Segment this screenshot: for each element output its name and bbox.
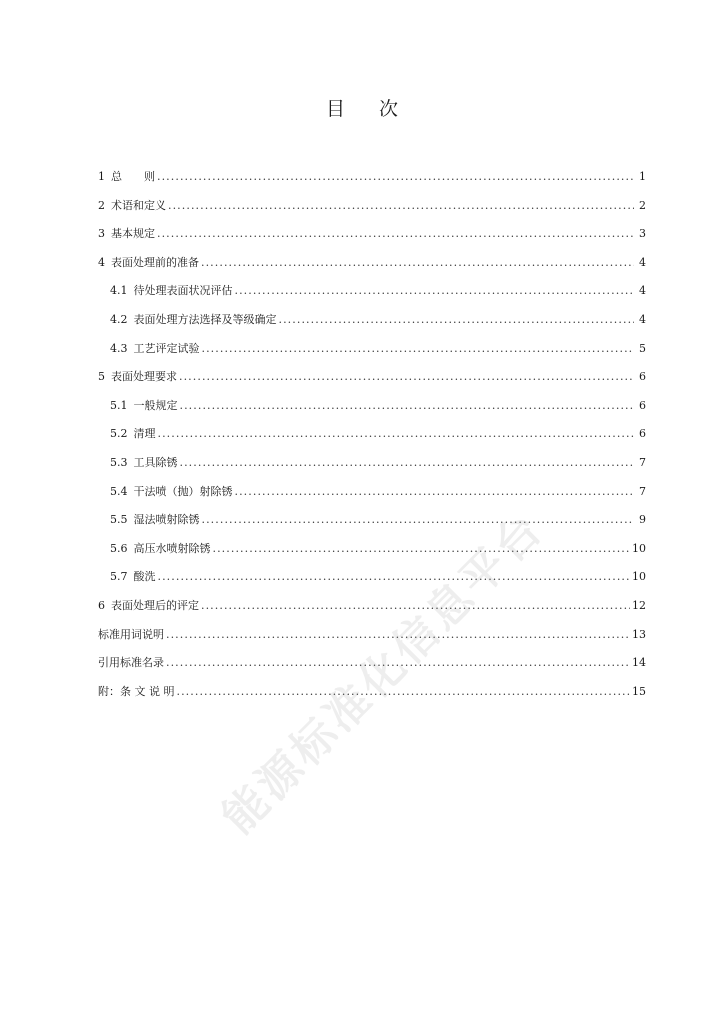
toc-entry[interactable]	[98, 481, 646, 510]
toc-entry-label: 清理	[133, 427, 156, 441]
toc-entry-number: 5.7	[110, 570, 128, 584]
toc-dot-leader	[158, 423, 635, 445]
toc-entry-page-number: 10	[632, 541, 646, 555]
page-title	[0, 94, 724, 121]
toc-entry-label: 表面处理要求	[111, 370, 177, 384]
toc-entry-number: 5.3	[110, 455, 128, 469]
toc-dot-leader	[168, 195, 634, 217]
toc-entry[interactable]	[98, 452, 646, 481]
page-title-char-2: 次	[379, 98, 399, 120]
toc-entry-page-number: 3	[639, 227, 646, 241]
toc-entry-page-number: 14	[632, 656, 646, 670]
toc-entry-label: 表面处理后的评定	[111, 598, 199, 612]
toc-entry-number: 5.6	[110, 541, 128, 555]
toc-entry-page-number: 2	[639, 198, 646, 212]
toc-dot-leader	[213, 538, 631, 560]
toc-dot-leader	[279, 309, 635, 331]
toc-entry[interactable]	[98, 280, 646, 309]
toc-entry-page-number: 7	[639, 455, 646, 469]
toc-entry-label: 总 则	[111, 170, 155, 183]
toc-entry-page-number: 9	[639, 513, 646, 527]
toc-entry-label: 工具除锈	[133, 455, 178, 469]
toc-entry-number: 5.4	[110, 484, 128, 498]
toc-dot-leader	[157, 166, 634, 188]
toc-entry[interactable]	[98, 538, 646, 567]
toc-entry[interactable]	[98, 195, 646, 224]
toc-entry-label: 标准用词说明	[98, 627, 164, 641]
toc-entry-number: 5.2	[110, 427, 128, 441]
toc-entry-label: 一般规定	[133, 398, 178, 412]
toc-entry-page-number: 5	[639, 341, 646, 355]
toc-entry-label: 酸洗	[133, 570, 156, 584]
toc-entry-label: 工艺评定试验	[133, 341, 200, 355]
toc-entry[interactable]	[98, 366, 646, 395]
toc-entry-page-number: 15	[632, 684, 646, 698]
toc-entry-label: 基本规定	[111, 227, 155, 241]
toc-entry-page-number: 6	[639, 427, 646, 441]
toc-entry-page-number: 6	[639, 398, 646, 412]
toc-dot-leader	[179, 366, 634, 388]
toc-dot-leader	[201, 252, 634, 274]
toc-dot-leader	[180, 452, 635, 474]
toc-entry-page-number: 1	[639, 170, 646, 183]
toc-entry-number: 4	[98, 255, 105, 269]
toc-entry[interactable]	[98, 223, 646, 252]
toc-entry[interactable]	[98, 338, 646, 367]
toc-entry-page-number: 4	[639, 255, 646, 269]
toc-entry-page-number: 7	[639, 484, 646, 498]
table-of-contents	[98, 166, 646, 709]
toc-entry-number: 6	[98, 598, 105, 612]
toc-entry-number: 4.1	[110, 284, 128, 298]
toc-entry-label: 干法喷（抛）射除锈	[133, 484, 233, 498]
toc-entry[interactable]	[98, 166, 646, 195]
toc-entry-page-number: 4	[639, 284, 646, 298]
page-title-char-1: 目	[325, 98, 345, 120]
toc-entry-label: 高压水喷射除锈	[133, 541, 211, 555]
toc-entry-number: 4.3	[110, 341, 128, 355]
toc-entry-number: 2	[98, 198, 105, 212]
toc-entry-page-number: 6	[639, 370, 646, 384]
toc-entry-page-number: 4	[639, 312, 646, 326]
toc-entry-label: 表面处理方法选择及等级确定	[133, 312, 277, 326]
toc-entry-page-number: 13	[632, 627, 646, 641]
toc-entry-number: 1	[98, 170, 105, 183]
toc-entry[interactable]	[98, 595, 646, 624]
toc-entry-page-number: 12	[632, 598, 646, 612]
toc-dot-leader	[202, 509, 635, 531]
toc-entry-number: 5	[98, 370, 105, 384]
toc-entry[interactable]	[98, 509, 646, 538]
toc-entry[interactable]	[98, 423, 646, 452]
toc-entry-label: 引用标准名录	[98, 656, 164, 670]
toc-dot-leader	[235, 481, 635, 503]
toc-dot-leader	[202, 338, 635, 360]
toc-entry-label: 湿法喷射除锈	[133, 513, 200, 527]
toc-entry-label: 表面处理前的准备	[111, 255, 199, 269]
toc-entry-page-number: 10	[632, 570, 646, 584]
toc-entry-label: 待处理表面状况评估	[133, 284, 233, 298]
toc-entry-label: 术语和定义	[111, 198, 166, 212]
toc-entry-number: 5.5	[110, 513, 128, 527]
watermark: 能源标准化信息平台	[212, 502, 555, 844]
toc-entry-number: 4.2	[110, 312, 128, 326]
toc-entry[interactable]	[98, 395, 646, 424]
toc-entry[interactable]	[98, 566, 646, 595]
toc-dot-leader	[180, 395, 635, 417]
toc-dot-leader	[158, 566, 631, 588]
toc-entry-number: 3	[98, 227, 105, 241]
toc-dot-leader	[235, 280, 635, 302]
toc-entry[interactable]	[98, 252, 646, 281]
toc-dot-leader	[157, 223, 634, 245]
toc-entry-label: 附：条 文 说 明	[98, 684, 175, 698]
toc-entry[interactable]	[98, 309, 646, 338]
toc-entry-number: 5.1	[110, 398, 128, 412]
